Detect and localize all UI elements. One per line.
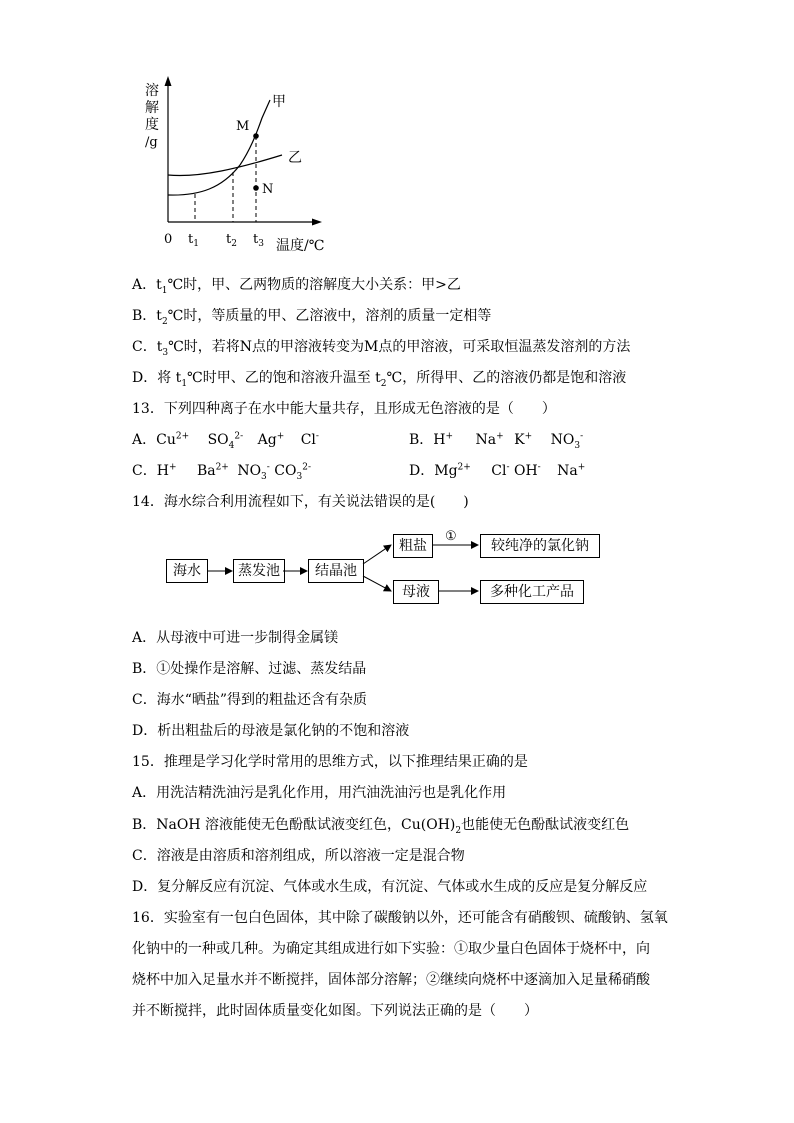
q14-option-b: B．①处操作是溶解、过滤、蒸发结晶 <box>132 661 367 677</box>
box-crude-salt: 粗盐 <box>393 534 433 558</box>
q12-option-a: A．$t_1℃$时，甲、乙两物质的溶解度大小关系：甲>乙 <box>132 277 461 296</box>
q13-option-d: D．$Mg^{2+}$ Cl- OH- Na+ <box>409 462 586 479</box>
q13-option-b: B．H+ Na+ K+ $NO_3^-$ <box>409 431 584 451</box>
q12-option-c: C．$t_3℃$时，若将N点的甲溶液转变为M点的甲溶液，可采取恒温蒸发溶剂的方法 <box>132 339 631 358</box>
point-m-dot <box>253 133 259 139</box>
tick-t3: $t_3$ <box>253 232 264 249</box>
box-crystallization-pond: 结晶池 <box>308 559 364 583</box>
arrow-cryst-to-crude <box>363 545 391 564</box>
q16-line-3: 烧杯中加入足量水并不断搅拌，固体部分溶解；②继续向烧杯中逐滴加入足量稀硝酸 <box>132 972 650 988</box>
q16-line-2: 化钠中的一种或几种。为确定其组成进行如下实验：①取少量白色固体于烧杯中，向 <box>132 941 650 957</box>
label-yi: 乙 <box>288 150 302 166</box>
curve-jia <box>168 100 270 195</box>
origin-label: 0 <box>164 232 173 247</box>
point-n-dot <box>253 185 259 191</box>
y-axis-arrow <box>165 76 172 86</box>
y-label-char-4: /g <box>145 135 158 150</box>
box-mother-liquor: 母液 <box>393 580 439 604</box>
label-jia: 甲 <box>272 94 286 110</box>
curve-yi <box>168 155 282 176</box>
q12-option-d: D．将 $t_1℃$时甲、乙的饱和溶液升温至 $t_2℃$，所得甲、乙的溶液仍都是饱和溶液 <box>132 370 627 389</box>
label-n: N <box>262 182 274 197</box>
q13-option-a: A．$Cu^{2+}$ $SO_4^{2-}$ Ag+ Cl- <box>132 431 319 451</box>
x-axis-label: 温度/℃ <box>276 238 325 254</box>
q15-stem: 15．推理是学习化学时常用的思维方式，以下推理结果正确的是 <box>132 754 528 770</box>
q14-option-d: D．析出粗盐后的母液是氯化钠的不饱和溶液 <box>132 723 410 739</box>
q16-line-4: 并不断搅拌，此时固体质量变化如图。下列说法正确的是（ ） <box>132 1003 538 1019</box>
q12-option-b: B．$t_2℃$时，等质量的甲、乙溶液中，溶剂的质量一定相等 <box>132 308 492 327</box>
q15-option-a: A．用洗洁精洗油污是乳化作用，用汽油洗油污也是乳化作用 <box>132 785 507 801</box>
y-label-char-2: 解 <box>145 100 159 116</box>
y-label-char-1: 溶 <box>145 83 159 99</box>
box-pure-nacl: 较纯净的氯化钠 <box>480 534 600 558</box>
step-mark: ① <box>445 529 457 544</box>
q15-option-d: D．复分解反应有沉淀、气体或水生成，有沉淀、气体或水生成的反应是复分解反应 <box>132 879 648 895</box>
tick-t1: $t_1$ <box>188 232 199 249</box>
x-axis-arrow <box>312 219 322 226</box>
q15-option-b: B．NaOH 溶液能使无色酚酞试液变红色，$Cu(OH)_2$也能使无色酚酞试液变红色 <box>132 817 630 836</box>
solubility-graph <box>0 0 794 260</box>
q16-line-1: 16．实验室有一包白色固体，其中除了碳酸钠以外，还可能含有硝酸钡、硫酸钠、氢氧 <box>132 910 668 926</box>
y-label-char-3: 度 <box>145 117 159 133</box>
arrow-cryst-to-mother <box>363 576 391 591</box>
box-seawater: 海水 <box>166 559 208 583</box>
q15-option-c: C．溶液是由溶质和溶剂组成，所以溶液一定是混合物 <box>132 848 465 864</box>
q13-option-c: C．H+ $Ba^{2+}$ $NO_3^-$ $CO_3^{2-}$ <box>132 462 311 482</box>
tick-t2: $t_2$ <box>226 232 237 249</box>
q14-option-c: C．海水“晒盐”得到的粗盐还含有杂质 <box>132 692 368 708</box>
q14-option-a: A．从母液中可进一步制得金属镁 <box>132 630 339 646</box>
q13-stem: 13．下列四种离子在水中能大量共存，且形成无色溶液的是（ ） <box>132 401 556 417</box>
box-evaporation-pond: 蒸发池 <box>233 559 285 583</box>
q14-stem: 14．海水综合利用流程如下，有关说法错误的是( ) <box>132 494 469 510</box>
label-m: M <box>236 119 250 134</box>
box-chem-products: 多种化工产品 <box>480 580 584 604</box>
